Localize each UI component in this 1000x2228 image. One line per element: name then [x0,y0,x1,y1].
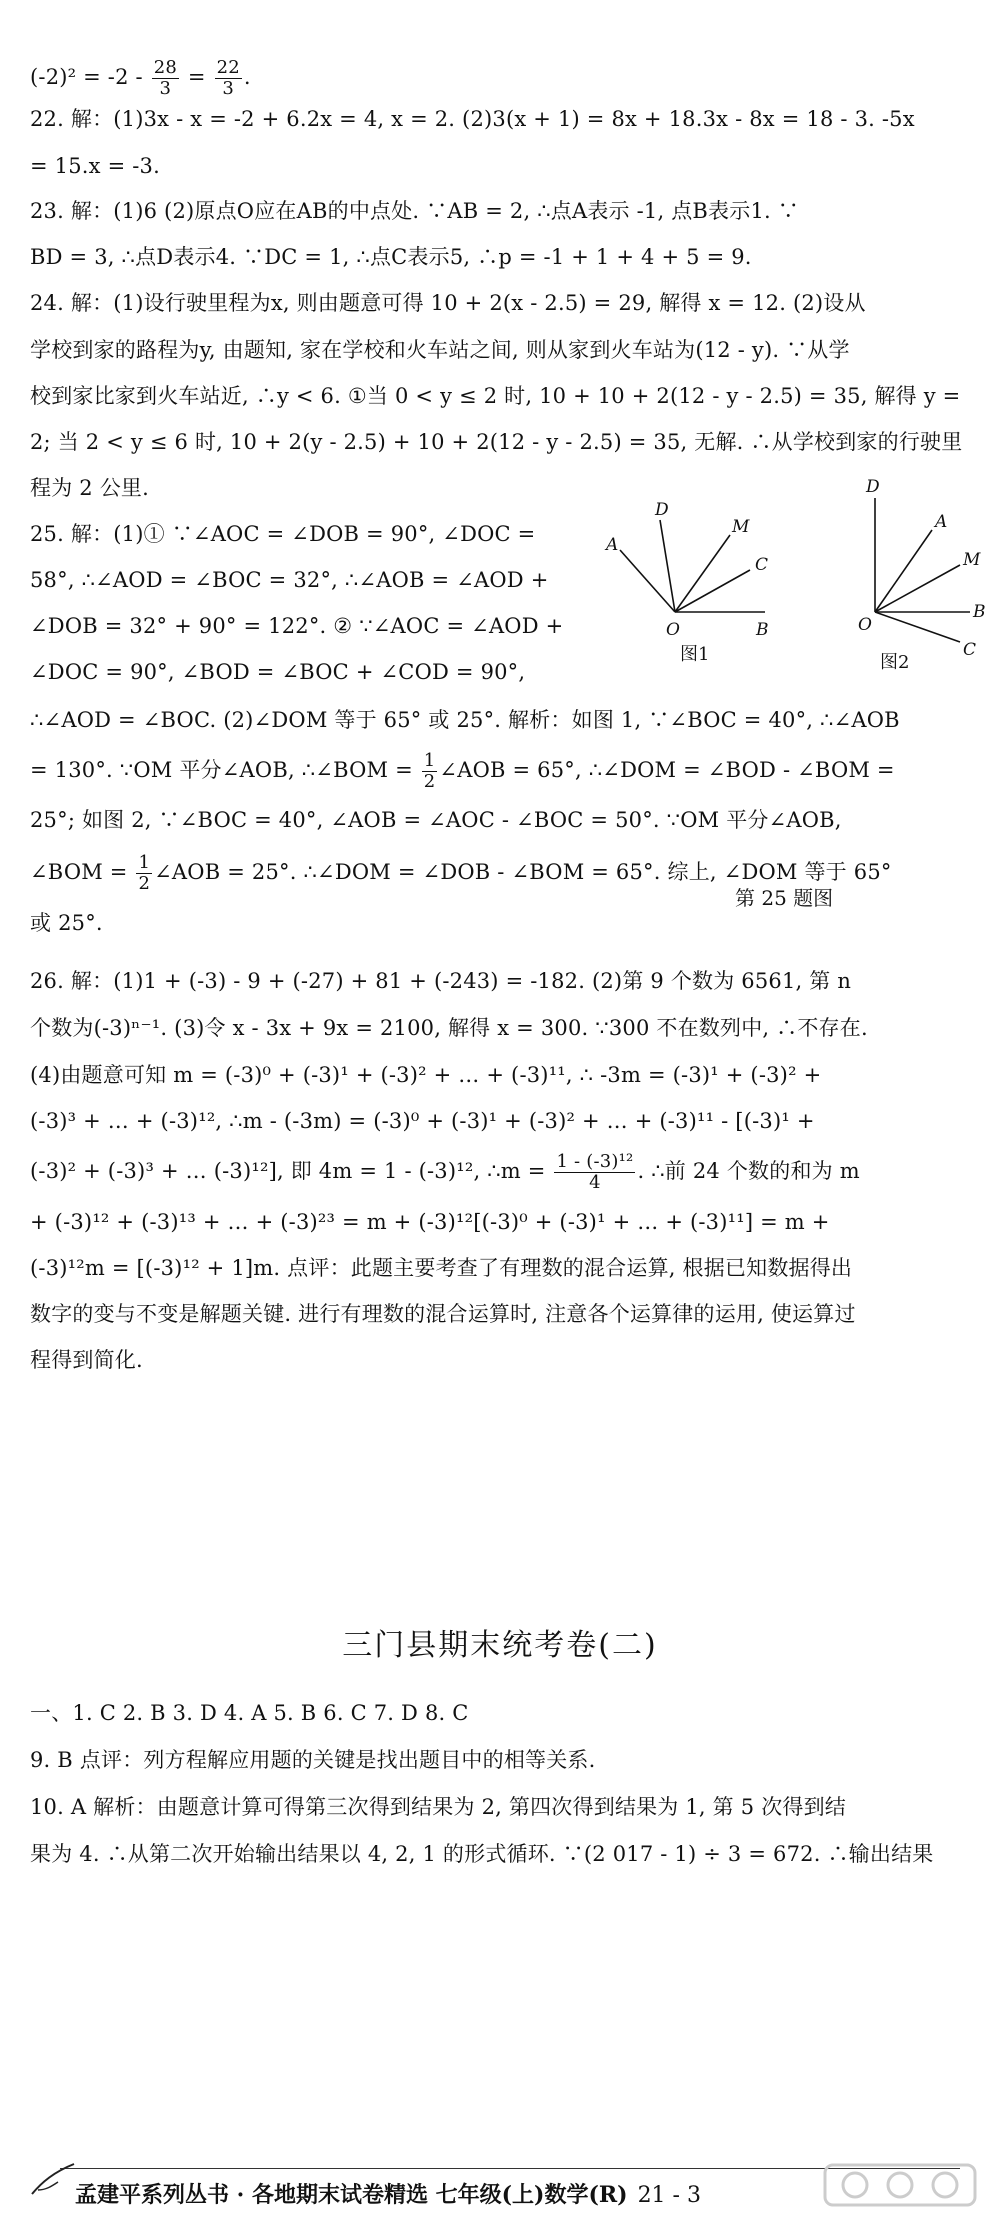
text-line [30,805,975,835]
watermark-logo-icon [815,2150,985,2220]
text-segment: 或 25°. [30,911,103,935]
question-23 [30,196,975,226]
text-line [30,381,975,411]
text-segment: 25°; 如图 2, ∵∠BOC = 40°, ∠AOB = ∠AOC - ∠BOC = 50°. ∵OM 平分∠AOB, [30,808,842,832]
fig2-label-c: C [963,640,977,660]
text-segment: 程得到简化. [30,1348,143,1372]
fraction-numerator: 1 [138,852,151,873]
fraction-denominator: 4 [589,1172,601,1193]
text-line [30,657,600,687]
page-number: 21 - 3 [637,2183,701,2208]
text-line [30,151,975,181]
fraction-numerator: 22 [216,57,240,78]
answer-9 [30,1745,975,1775]
text-segment: 果为 4. ∴从第二次开始输出结果以 4, 2, 1 的形式循环. ∵(2 017 - 1) ÷ 3 = 672. ∴输出结果 [30,1842,934,1866]
question-22 [30,104,975,134]
text-segment: 个数为(-3)ⁿ⁻¹. (3)令 x - 3x + 9x = 2100, 解得 x = 300. ∵300 不在数列中, ∴不存在. [30,1016,868,1040]
text-line [30,335,975,365]
answers-1-8 [30,1698,975,1728]
fig2-label-a: A [935,512,948,532]
text-segment: . ∴前 24 个数的和为 m [637,1159,860,1183]
fraction-denominator: 2 [138,873,151,894]
fraction [554,1152,635,1193]
figure-caption: 第 25 题图 [735,886,834,910]
fig2-label-o: O [858,615,872,635]
text-segment: = [181,65,213,89]
footer-title: 孟建平系列丛书 · 各地期末试卷精选 七年级(上)数学(R) [75,2182,628,2208]
fraction [152,58,179,99]
text-segment: (-3)¹²m = [(-3)¹² + 1]m. 点评：此题主要考查了有理数的混合运算, 根据已知数据得出 [30,1256,853,1280]
fraction-denominator: 2 [423,771,436,792]
text-line [30,1013,975,1043]
fraction [215,58,242,99]
text-segment: ∠AOB = 25°. ∴∠DOM = ∠DOB - ∠BOM = 65°. 综上, ∠DOM 等于 65° [154,860,892,884]
text-segment: ∠DOC = 90°, ∠BOD = ∠BOC + ∠COD = 90°, [30,660,526,684]
text-line [30,58,975,99]
text-line [30,1345,975,1375]
answer-10 [30,1792,975,1822]
text-segment: 10. A 解析：由题意计算可得第三次得到结果为 2, 第四次得到结果为 1, 第 5 次得到结 [30,1795,846,1819]
fraction-numerator: 1 [423,750,436,771]
text-segment: ∴∠AOD = ∠BOC. (2)∠DOM 等于 65° 或 25°. 解析：如图 1, ∵∠BOC = 40°, ∴∠AOB [30,708,900,732]
text-line [30,852,892,894]
fig1-label-d: D [655,500,669,520]
fig1-label-c: C [755,555,769,575]
text-segment: = 15.x = -3. [30,154,160,178]
fig2-label-d: D [866,477,880,497]
text-segment: = 130°. ∵OM 平分∠AOB, ∴∠BOM = [30,758,420,782]
text-line [30,1207,975,1237]
text-line [30,611,600,641]
fig2-caption: 图2 [880,652,910,673]
text-segment: ∠AOB = 65°, ∴∠DOM = ∠BOD - ∠BOM = [439,758,895,782]
fig2-label-m: M [963,550,981,570]
fig1-label-a: A [606,535,619,555]
fraction [422,751,438,792]
text-line [30,751,975,792]
text-segment: 程为 2 公里. [30,476,149,500]
figure-1 [600,490,790,670]
fraction [136,853,152,894]
text-segment: 25. 解：(1)① ∵∠AOC = ∠DOB = 90°, ∠DOC = [30,522,536,546]
text-segment: 数字的变与不变是解题关键. 进行有理数的混合运算时, 注意各个运算律的运用, 使运算过 [30,1302,856,1326]
fraction-numerator: 28 [153,57,178,78]
text-segment: ∠DOB = 32° + 90° = 122°. ② ∵∠AOC = ∠AOD + [30,614,564,638]
text-segment: 2; 当 2 < y ≤ 6 时, 10 + 2(y - 2.5) + 10 + 2(12 - y - 2.5) = 35, 无解. ∴从学校到家的行驶里 [30,430,963,454]
text-segment: 学校到家的路程为y, 由题知, 家在学校和火车站之间, 则从家到火车站为(12 - y). ∵从学 [30,338,850,362]
text-line [30,1299,975,1329]
fig1-label-m: M [732,517,750,537]
question-24 [30,288,975,318]
text-segment: 24. 解：(1)设行驶里程为x, 则由题意可得 10 + 2(x - 2.5) = 29, 解得 x = 12. (2)设从 [30,291,866,315]
fig2-label-b: B [973,602,986,622]
text-segment: + (-3)¹² + (-3)¹³ + … + (-3)²³ = m + (-3)¹²[(-3)⁰ + (-3)¹ + … + (-3)¹¹] = m + [30,1210,830,1234]
fraction-numerator: 1 - (-3)¹² [556,1151,634,1172]
text-segment: (-3)² + (-3)³ + … (-3)¹²], 即 4m = 1 - (-3)¹², ∴m = [30,1159,553,1183]
fraction-denominator: 3 [159,78,172,99]
text-segment: 26. 解：(1)1 + (-3) - 9 + (-27) + 81 + (-243) = -182. (2)第 9 个数为 6561, 第 n [30,969,852,993]
fig1-label-b: B [756,620,769,640]
text-segment: (-3)³ + … + (-3)¹², ∴m - (-3m) = (-3)⁰ + (-3)¹ + (-3)² + … + (-3)¹¹ - [(-3)¹ + [30,1109,815,1133]
text-line [30,1060,975,1090]
fraction-denominator: 3 [222,78,235,99]
text-segment: 9. B 点评：列方程解应用题的关键是找出题目中的相等关系. [30,1748,596,1772]
text-line [30,242,975,272]
text-segment: (4)由题意可知 m = (-3)⁰ + (-3)¹ + (-3)² + … + (-3)¹¹, ∴ -3m = (-3)¹ + (-3)² + [30,1063,822,1087]
fig1-label-o: O [666,620,680,640]
text-segment: BD = 3, ∴点D表示4. ∵DC = 1, ∴点C表示5, ∴p = -1 + 1 + 4 + 5 = 9. [30,245,752,269]
text-line [30,1152,975,1193]
question-26 [30,966,975,996]
text-segment: ∠BOM = [30,860,135,884]
text-segment: . [243,65,251,89]
text-line [30,1106,975,1136]
text-segment: 22. 解：(1)3x - x = -2 + 6.2x = 4, x = 2. (2)3(x + 1) = 8x + 18.3x - 8x = 18 - 3. -5x [30,107,915,131]
text-line [30,565,600,595]
text-segment: 58°, ∴∠AOD = ∠BOC = 32°, ∴∠AOB = ∠AOD + [30,568,549,592]
text-segment: 23. 解：(1)6 (2)原点O应在AB的中点处. ∵AB = 2, ∴点A表示 -1, 点B表示1. ∵ [30,199,799,223]
pen-logo-icon [28,2160,78,2200]
text-line [30,705,975,735]
fig1-caption: 图1 [680,644,710,665]
text-segment: 校到家比家到火车站近, ∴y < 6. ①当 0 < y ≤ 2 时, 10 + 10 + 2(12 - y - 2.5) = 35, 解得 y = [30,384,961,408]
figure-2 [800,470,990,673]
text-segment: (-2)² = -2 - [30,65,150,89]
text-line [30,427,975,457]
text-line [30,1253,975,1283]
text-line [30,1839,975,1869]
question-25 [30,519,600,549]
text-line [30,908,975,938]
section-title: 三门县期末统考卷(二) [342,1628,658,1663]
text-segment: 一、1. C 2. B 3. D 4. A 5. B 6. C 7. D 8. C [30,1701,469,1725]
